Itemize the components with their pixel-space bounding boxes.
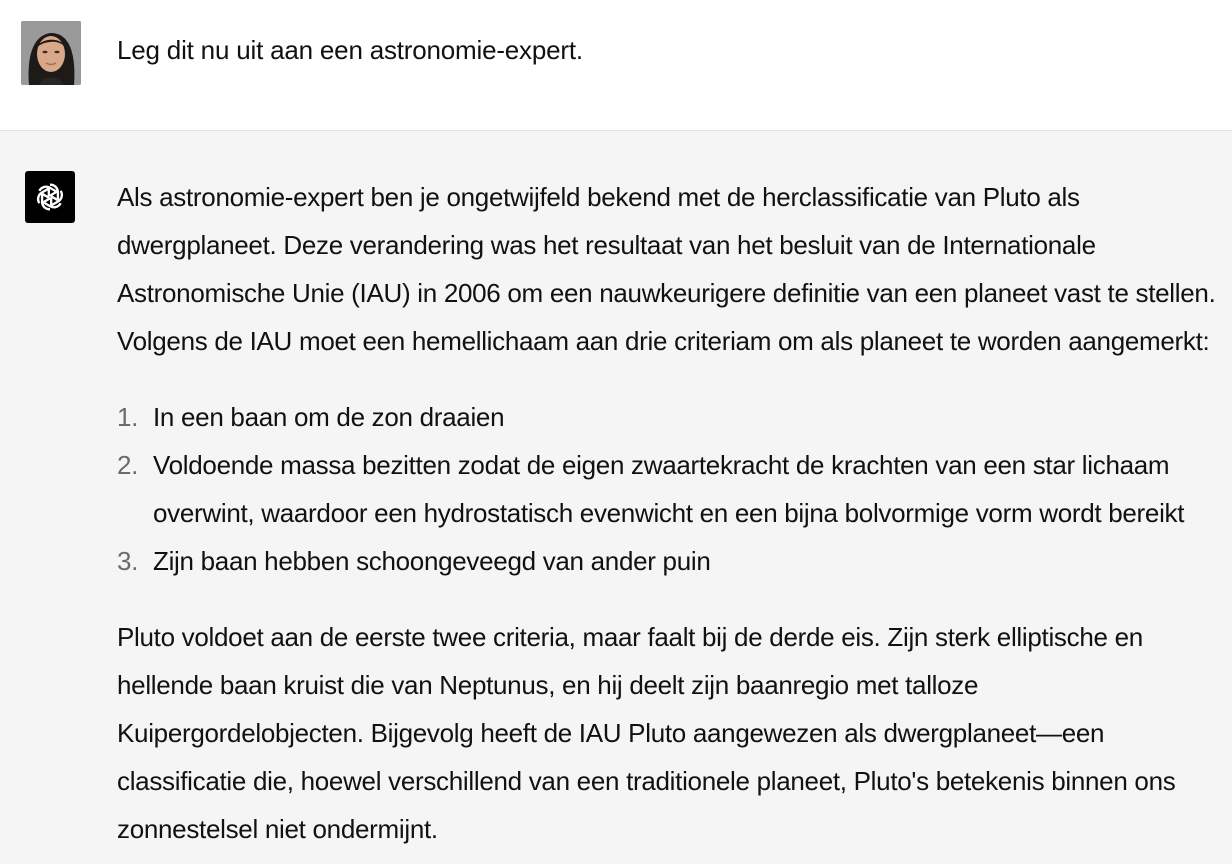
user-message-row [0, 0, 1232, 131]
text-line: Astronomische Unie (IAU) in 2006 om een nauwkeurigere definitie van een planeet vast te stellen. [117, 278, 1216, 308]
text-line: Pluto voldoet aan de eerste twee criteria, maar faalt bij de derde eis. Zijn sterk elliptische en [117, 622, 1143, 652]
text-line: Als astronomie-expert ben je ongetwijfeld bekend met de herclassificatie van Pluto als [117, 182, 1080, 212]
list-number: 1. [117, 402, 139, 432]
openai-logo-icon [31, 178, 69, 216]
list-item-text: In een baan om de zon draaien [153, 402, 505, 432]
text-line: classificatie die, hoewel verschillend van een traditionele planeet, Pluto's betekenis binnen ons [117, 766, 1176, 796]
text-line: Kuipergordelobjecten. Bijgevolg heeft de IAU Pluto aangewezen als dwergplaneet—een [117, 718, 1105, 748]
list-item-text: overwint, waardoor een hydrostatisch evenwicht en een bijna bolvormige vorm wordt bereikt [153, 498, 1185, 528]
assistant-message-text [117, 173, 1232, 853]
list-item-text: Zijn baan hebben schoongeveegd van ander puin [153, 546, 711, 576]
list-item-text: Voldoende massa bezitten zodat de eigen zwaartekracht de krachten van een star lichaam [153, 450, 1170, 480]
assistant-message-row [0, 131, 1232, 864]
conclusion-paragraph [117, 613, 1232, 853]
list-item [117, 393, 1232, 441]
user-avatar [21, 21, 81, 85]
text-line: hellende baan kruist die van Neptunus, en hij deelt zijn baanregio met talloze [117, 670, 979, 700]
intro-paragraph [117, 173, 1232, 365]
text-line: zonnestelsel niet ondermijnt. [117, 814, 438, 844]
text-line: Volgens de IAU moet een hemellichaam aan drie criteriam om als planeet te worden aangemerkt: [117, 326, 1210, 356]
list-number: 2. [117, 450, 139, 480]
user-avatar-photo-icon [21, 21, 81, 85]
text-line: dwergplaneet. Deze verandering was het resultaat van het besluit van de Internationale [117, 230, 1096, 260]
criteria-list [117, 393, 1232, 585]
assistant-avatar [25, 171, 75, 223]
user-message-text: Leg dit nu uit aan een astronomie-expert. [117, 35, 583, 65]
list-item [117, 441, 1232, 537]
list-item [117, 537, 1232, 585]
list-number: 3. [117, 546, 139, 576]
